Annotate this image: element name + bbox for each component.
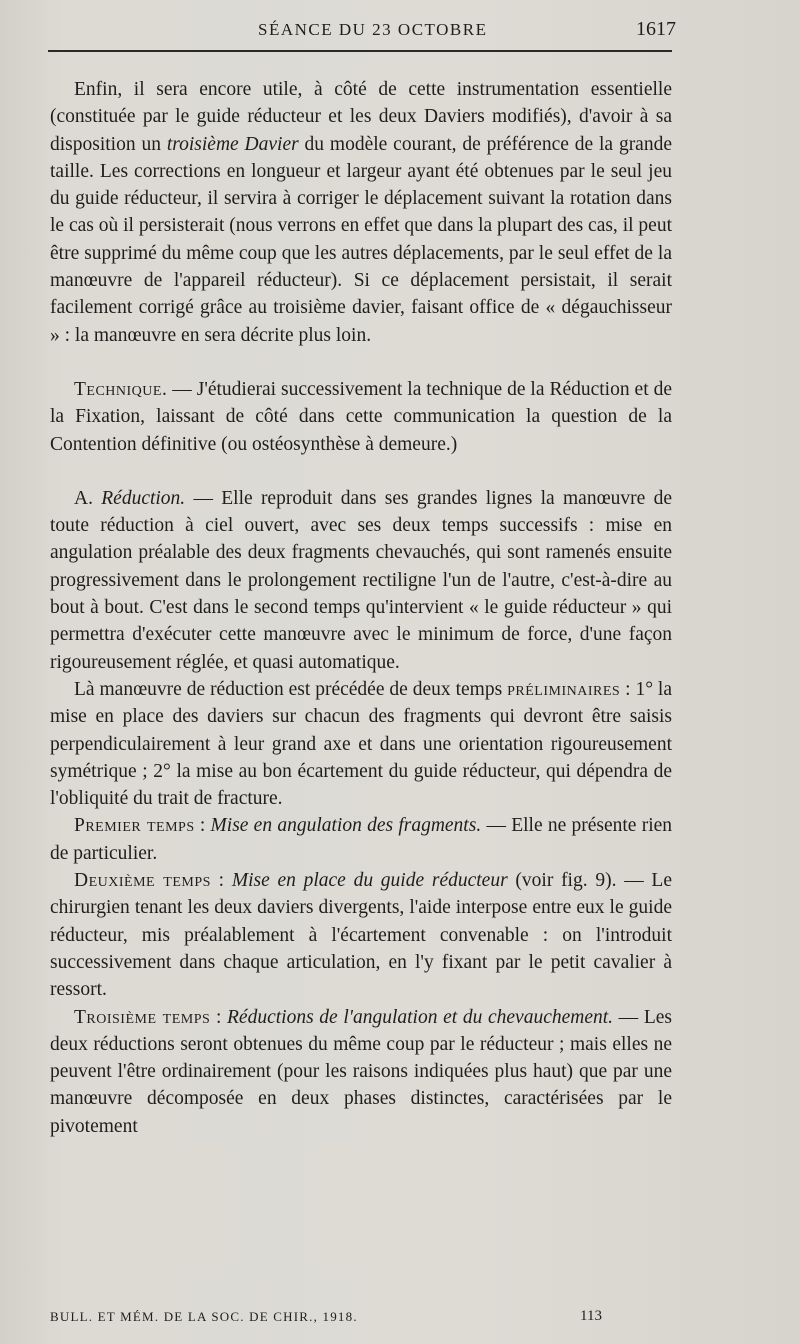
signature-mark: 113 xyxy=(580,1308,602,1324)
journal-citation: BULL. ET MÉM. DE LA SOC. DE CHIR., 1918. xyxy=(50,1309,358,1324)
header-rule xyxy=(48,50,672,52)
body-text xyxy=(50,76,672,1140)
paragraph-technique: Technique. — J'étudierai successivement la technique de la Réduction et de la Fixation, laissant de côté dans cette communication la question de la Contention définitive (ou ostéosynthèse à demeure.) xyxy=(50,378,672,455)
page-footer xyxy=(50,1309,672,1325)
paragraph-preliminaires: Là manœuvre de réduction est précédée de deux temps préliminaires : 1° la mise en place des daviers sur chacun des fragments qui devront être saisis perpendiculairement à leur grand axe et dans une orientation rigoureusement symétrique ; 2° la mise au bon écartement du guide réducteur, qui dépendra de l'obliquité du trait de fracture. xyxy=(50,678,672,810)
paragraph-troisieme-temps: Troisième temps : Réductions de l'angulation et du chevauchement. — Les deux réductions seront obtenues du même coup par le réducteur ; mais elles ne peuvent l'être ordinairement (pour les raisons indiquées plus haut) que par une manœuvre décomposée en deux phases distinctes, caractérisées par le pivotement xyxy=(50,1006,672,1137)
page-number: 1617 xyxy=(636,18,676,40)
paragraph-instrumentation: Enfin, il sera encore utile, à côté de cette instrumentation essentielle (constituée par le guide réducteur et les deux Daviers modifiés), d'avoir à sa disposition un troisième Davier du modèle courant, de préférence de la grande taille. Les corrections en longueur et largeur ayant été obtenues par le seul jeu du guide réducteur, il servira à corriger le déplacement suivant la rotation dans le cas où il persisterait (nous verrons en effet que dans la plupart des cas, il peut être supprimé du même coup que les autres déplacements, par le seul effet de la manœuvre de l'appareil réducteur). Si ce déplacement persistait, il serait facilement corrigé grâce au troisième davier, faisant office de « dégauchisseur » : la manœuvre en sera décrite plus loin. xyxy=(50,79,672,346)
running-head-title: SÉANCE DU 23 OCTOBRE xyxy=(258,20,488,39)
paragraph-reduction: A. Réduction. — Elle reproduit dans ses grandes lignes la manœuvre de toute réduction à ciel ouvert, avec ses deux temps successifs : mise en angulation préalable des deux fragments chevauchés, qui sont ramenés ensuite progressivement dans le prolongement rectiligne l'un de l'autre, c'est-à-dire au bout à bout. C'est dans le second temps qu'intervient « le guide réducteur » qui permettra d'exécuter cette manœuvre avec le minimum de force, d'une façon rigoureusement réglée, et quasi automatique. xyxy=(50,487,672,673)
paragraph-premier-temps: Premier temps : Mise en angulation des fragments. — Elle ne présente rien de particulier. xyxy=(50,815,673,864)
paragraph-deuxieme-temps: Deuxième temps : Mise en place du guide réducteur (voir fig. 9). — Le chirurgien tenant les deux daviers divergents, l'aide interpose entre eux le guide réducteur, mis préalablement à l'écartement convenable : on l'introduit successivement dans chaque articulation, en l'y fixant par le petit cavalier à ressort. xyxy=(50,870,672,1001)
running-head xyxy=(50,14,676,44)
